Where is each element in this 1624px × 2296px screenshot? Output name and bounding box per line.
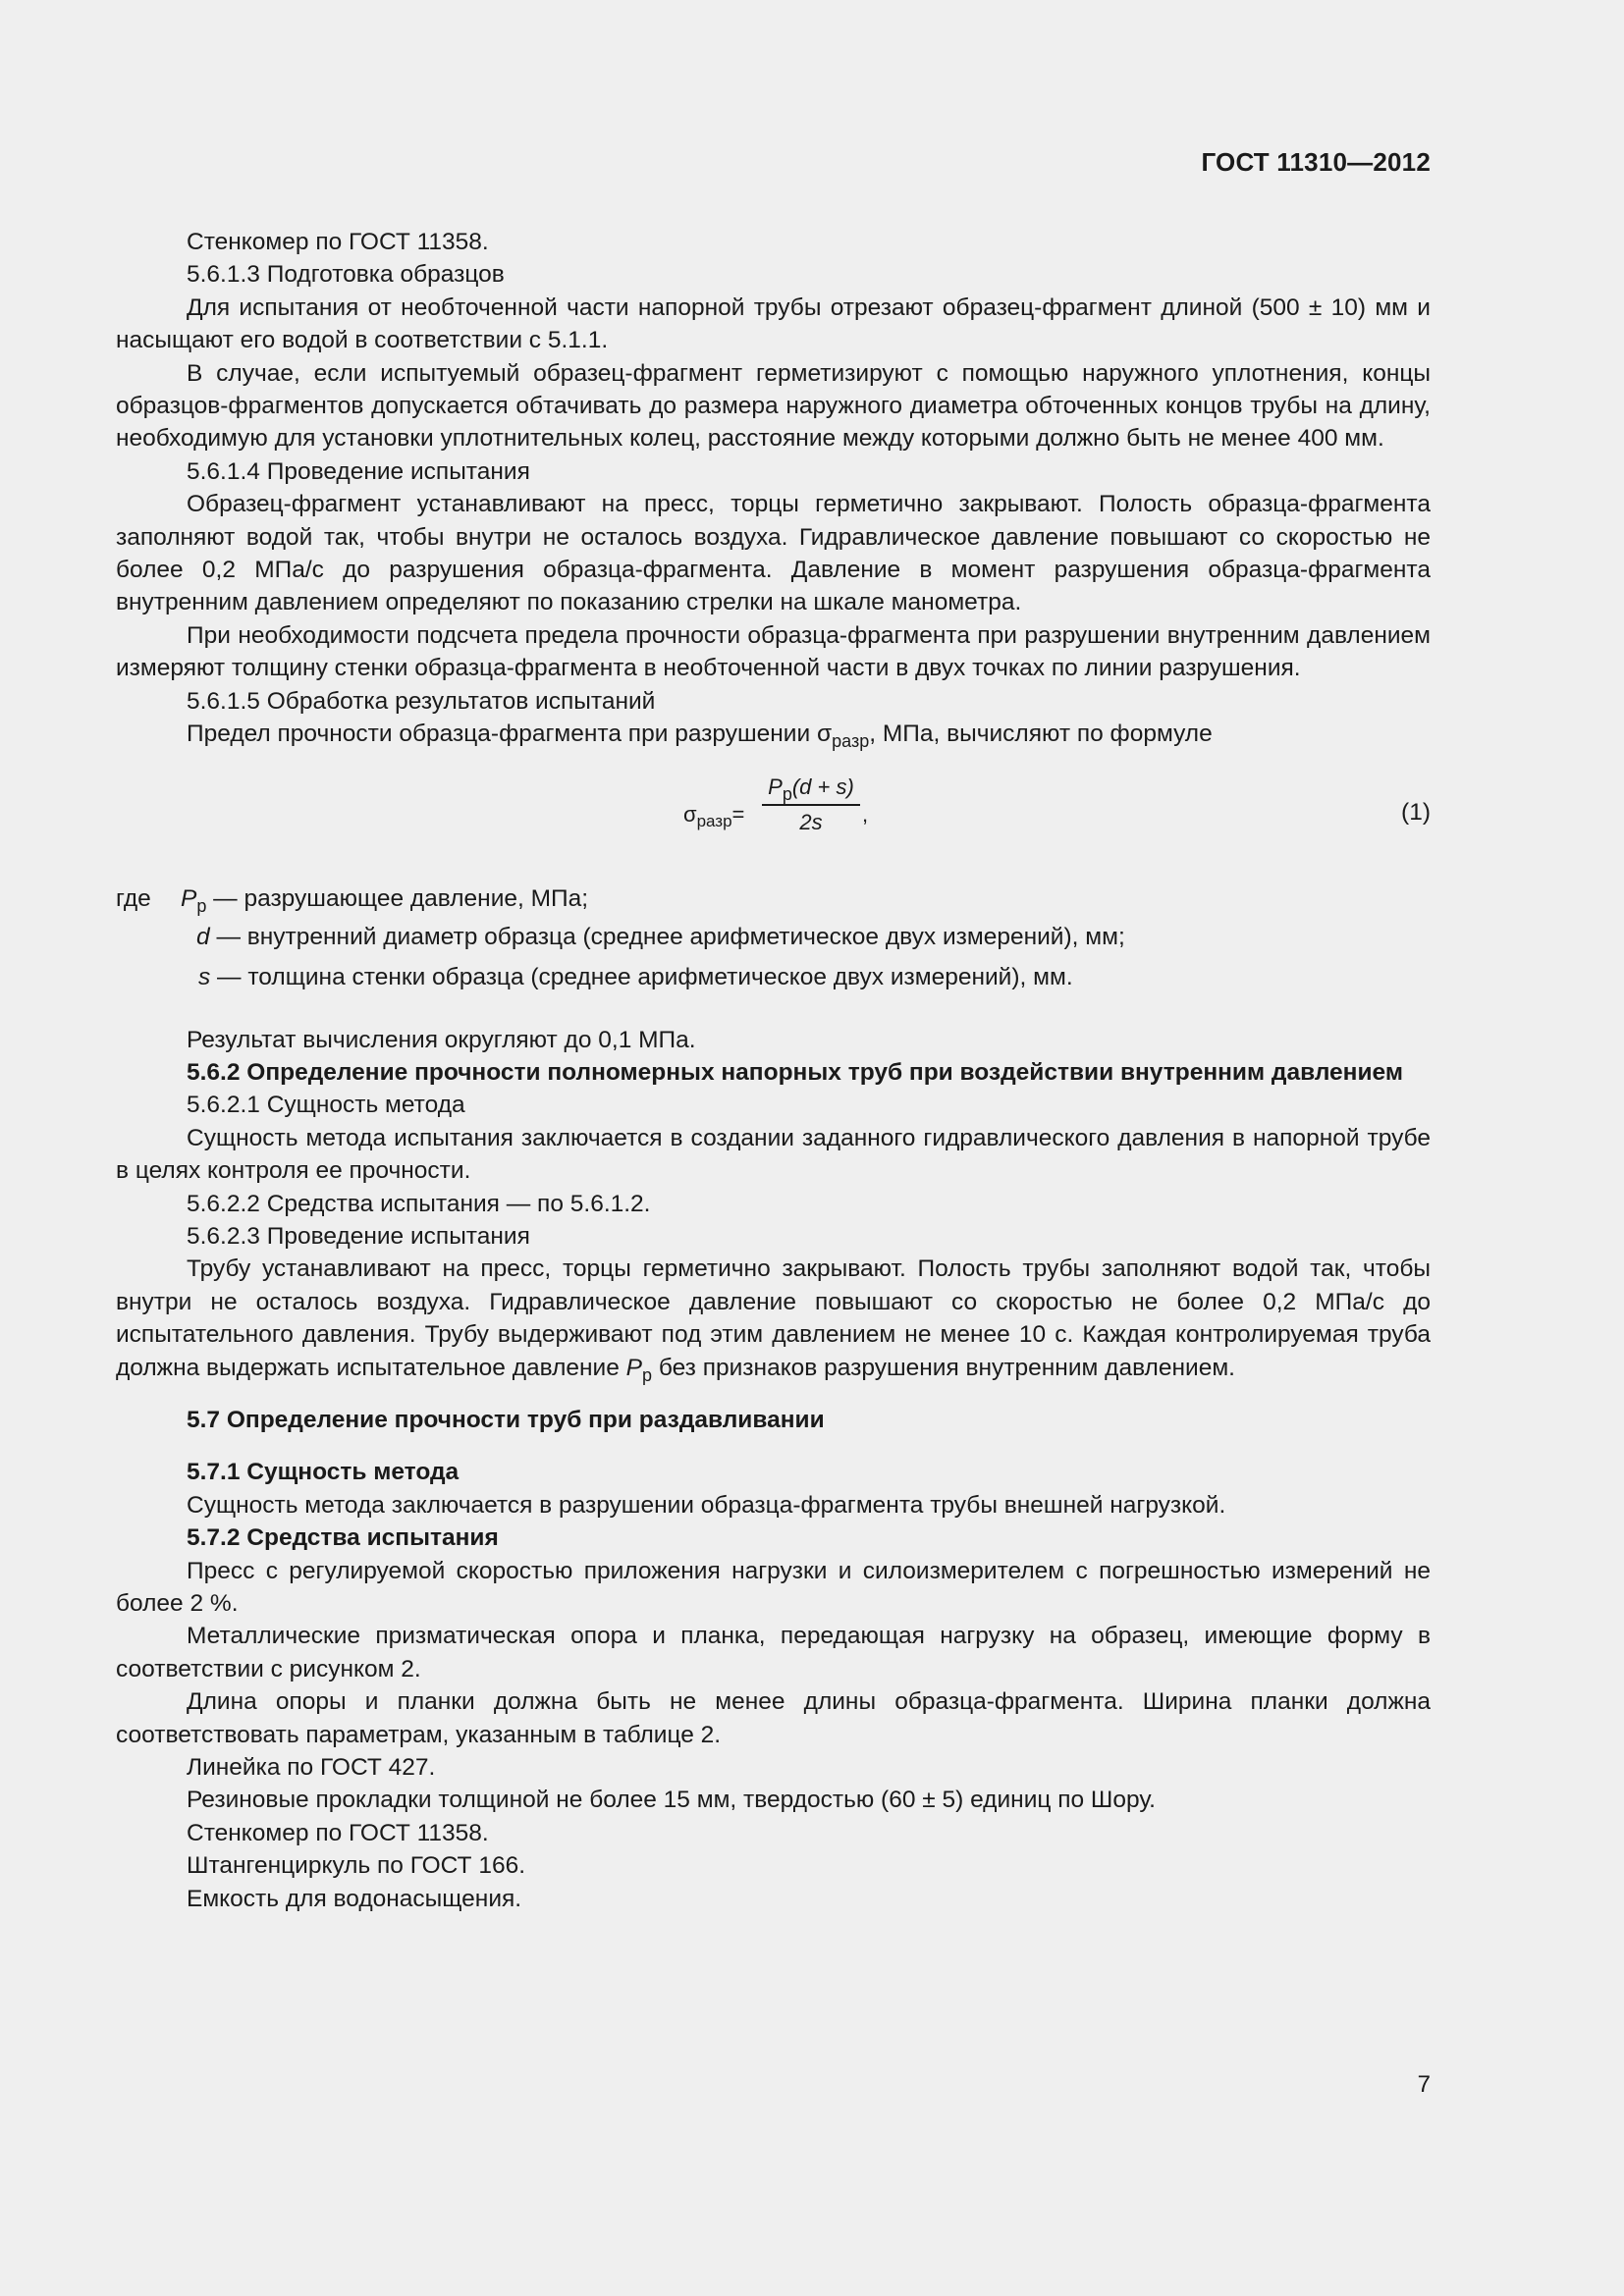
paragraph: Стенкомер по ГОСТ 11358.	[187, 1819, 489, 1846]
paragraph: Емкость для водонасыщения.	[187, 1885, 522, 1912]
legend-where-word: где	[116, 884, 151, 912]
section-heading: 5.7 Определение прочности труб при раздавливании	[187, 1406, 825, 1433]
subsection-heading: 5.6.1.4 Проведение испытания	[187, 457, 530, 485]
page-number: 7	[1417, 2071, 1431, 2098]
legend-item: s — толщина стенки образца (среднее арифметическое двух измерений), мм.	[198, 963, 1073, 990]
paragraph-formula-intro: Предел прочности образца-фрагмента при разрушении $\sigma_{разр}$, МПа, вычисляют по формуле	[187, 721, 1213, 752]
paragraph: Длина опоры и планки должна быть не менее длины образца-фрагмента. Ширина планки должна соответствовать параметрам, указанным в таблице 2.	[116, 1688, 1431, 1748]
section-heading: 5.7.2 Средства испытания	[187, 1524, 499, 1552]
formula-fraction	[762, 773, 860, 837]
formula-lhs: $\sigma_{разр}=$	[683, 801, 745, 830]
legend-item: d — внутренний диаметр образца (среднее арифметическое двух измерений), мм;	[196, 923, 1125, 950]
formula-1: $\sigma_{разр}=$ $P_р(d + s)$ 2s , (1)	[116, 769, 1431, 863]
paragraph: Трубу устанавливают на пресс, торцы герметично закрывают. Полость трубы заполняют водой так, чтобы внутри не осталось воздуха. Гидравлическое давление повышают со скоростью не более 0,2 МПа/с до испытательного давления. Трубу выдерживают под этим давлением не менее 10 с. Каждая контролируемая труба должна выдержать испытательное давление $P_р$ без признаков разрушения внутренним давлением.	[116, 1255, 1431, 1385]
formula-number: (1)	[1401, 798, 1431, 826]
subsection-heading: 5.6.1.3 Подготовка образцов	[187, 261, 505, 289]
document-header: ГОСТ 11310—2012	[1201, 147, 1431, 177]
document-body	[116, 226, 1431, 1915]
subsection-heading: 5.6.2.1 Сущность метода	[187, 1092, 465, 1119]
subsection-heading: 5.6.1.5 Обработка результатов испытаний	[187, 687, 656, 715]
paragraph: Резиновые прокладки толщиной не более 15 мм, твердостью (60 ± 5) единиц по Шору.	[187, 1787, 1156, 1814]
paragraph: Металлические призматическая опора и планка, передающая нагрузку на образец, имеющие форму в соответствии с рисунком 2.	[116, 1623, 1431, 1682]
paragraph: Линейка по ГОСТ 427.	[187, 1754, 436, 1782]
paragraph: Сущность метода испытания заключается в создании заданного гидравлического давления в напорной трубе в целях контроля ее прочности.	[116, 1124, 1431, 1185]
paragraph: Сущность метода заключается в разрушении образца-фрагмента трубы внешней нагрузкой.	[187, 1491, 1226, 1519]
legend-item: $P_р$ — разрушающее давление, МПа;	[181, 884, 589, 916]
formula-numerator: $P_р(d + s)$	[768, 774, 854, 804]
paragraph: В случае, если испытуемый образец-фрагмент герметизируют с помощью наружного уплотнения, концы образцов-фрагментов допускается обтачивать до размера наружного диаметра обточенных концов трубы на длину, необходимую для установки уплотнительных колец, расстояние между которыми должно быть не менее 400 мм.	[116, 359, 1431, 453]
paragraph: При необходимости подсчета предела прочности образца-фрагмента при разрушении внутренним давлением измеряют толщину стенки образца-фрагмента в необточенной части в двух точках по линии разрушения.	[116, 621, 1431, 682]
paragraph: Стенкомер по ГОСТ 11358.	[187, 229, 489, 255]
paragraph: Образец-фрагмент устанавливают на пресс, торцы герметично закрывают. Полость образца-фрагмента заполняют водой так, чтобы внутри не осталось воздуха. Гидравлическое давление повышают со скоростью не более 0,2 МПа/с до разрушения образца-фрагмента. Давление в момент разрушения образца-фрагмента внутренним давлением определяют по показанию стрелки на шкале манометра.	[116, 491, 1431, 616]
formula-denominator: 2s	[799, 809, 823, 834]
subsection-heading: 5.6.2.2 Средства испытания — по 5.6.1.2.	[187, 1190, 651, 1217]
subsection-heading: 5.6.2.3 Проведение испытания	[187, 1222, 530, 1250]
paragraph: Результат вычисления округляют до 0,1 МПа.	[187, 1026, 696, 1053]
formula-legend	[116, 882, 1431, 992]
section-heading: 5.7.1 Сущность метода	[187, 1459, 460, 1486]
paragraph: Для испытания от необточенной части напорной трубы отрезают образец-фрагмент длиной (500 ± 10) мм и насыщают его водой в соответствии с 5.1.1.	[116, 294, 1431, 354]
section-heading: 5.6.2 Определение прочности полномерных напорных труб при воздействии внутренним давлением	[187, 1058, 1403, 1086]
paragraph: Штангенциркуль по ГОСТ 166.	[187, 1852, 526, 1880]
paragraph: Пресс с регулируемой скоростью приложения нагрузки и силоизмерителем с погрешностью измерений не более 2 %.	[116, 1557, 1431, 1617]
fraction-bar	[762, 804, 860, 806]
